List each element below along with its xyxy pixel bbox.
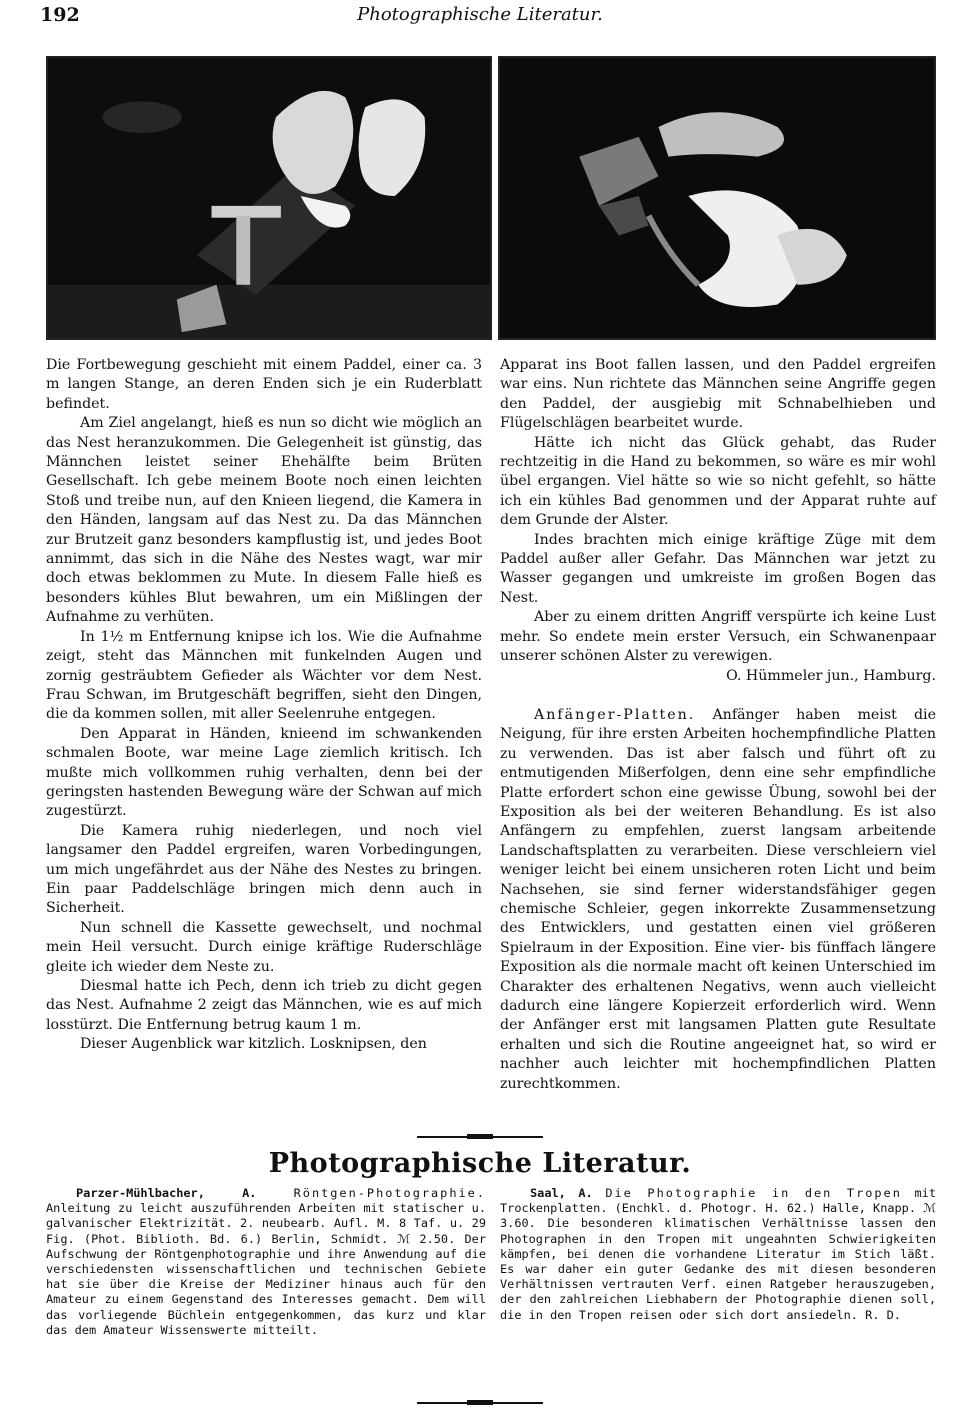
article-paragraph: Dieser Augenblick war kitzlich. Losknipsen, den	[80, 1036, 427, 1053]
note-paragraph	[500, 706, 936, 1094]
literature-right-column	[500, 1186, 936, 1323]
divider-bar	[467, 1134, 493, 1139]
entry-initials: R. D.	[865, 1307, 901, 1322]
entry-author: Saal, A.	[530, 1186, 593, 1200]
article-paragraph: Indes brachten mich einige kräftige Züge mit dem Paddel außer aller Gefahr. Das Männchen war jetzt zu Wasser gegangen und umkreiste im großen Bogen das Nest.	[500, 531, 936, 606]
entry-author: Parzer-Mühlbacher, A.	[76, 1186, 257, 1200]
article-paragraph: Diesmal hatte ich Pech, denn ich trieb zu dicht gegen das Nest. Aufnahme 2 zeigt das Männchen, wie es auf mich losstürzt. Die Entfernung betrug kaum 1 m.	[46, 978, 482, 1033]
article-paragraph: Die Kamera ruhig niederlegen, und noch viel langsamer den Paddel ergreifen, waren Vorbedingungen, um mich ungefährdet aus der Nähe des Nestes zu bringen. Ein paar Paddelschläge bringen mich denn auch in Sicherheit.	[46, 822, 482, 917]
article-paragraph: Die Fortbewegung geschieht mit einem Paddel, einer ca. 3 m langen Stange, an deren Enden sich je ein Ruderblatt befindet.	[46, 357, 482, 412]
article-paragraph: Apparat ins Boot fallen lassen, und den Paddel ergreifen war eins. Nun richtete das Männchen seine Angriffe gegen den Paddel, der ausgiebig mit Schnabelhieben und Flügelschlägen bearbeitet wurde.	[500, 357, 936, 432]
article-paragraph: Hätte ich nicht das Glück gehabt, das Ruder rechtzeitig in die Hand zu bekommen, so wäre es mir wohl übel ergangen. Viel hätte so wie so nicht gefehlt, so hätte ich ein kühles Bad genommen und der Apparat ruhte auf dem Grunde der Alster.	[500, 434, 936, 529]
entry-text: Anleitung zu leicht auszuführenden Arbeiten mit statischer u. galvanischer Elektrizität. 2. neubearb. Aufl. M. 8 Taf. u. 29 Fig. (Phot. Biblioth. Bd. 6.) Berlin, Schmidt. ℳ 2.50. Der Aufschwung der Röntgenphotographie und ihre Anwendung auf die verschiedensten wissenschaftlichen und technischen Gebiete hat sie über die Kreise der Mediziner hinaus auch für den Amateur zu einem Gegenstand des Interesses gemacht. Dem will das vorliegende Büchlein entgegenkommen, das kurz und klar das dem Amateur Wissenswerte mitteilt.	[46, 1201, 486, 1337]
swan-photo-2	[498, 56, 936, 340]
spacer	[500, 686, 936, 706]
note-text: Anfänger haben meist die Neigung, für ihre ersten Arbeiten hochempfindliche Platten zu verwenden. Das ist aber falsch und führt oft zu entmutigenden Mißerfolgen, denn eine sehr empfindliche Platte erfordert schon eine gewisse Übung, sowohl bei der Exposition als bei der weiteren Behandlung. Es ist also Anfängern zu empfehlen, zuerst langsam arbeitende Landschaftsplatten zu verarbeiten. Diese verschleiern viel weniger leicht bei einem unsicheren roten Licht und beim Nachsehen, sie sind ferner widerstandsfähiger gegen chemische Schleier, gegen inkorrekte Zusammensetzung des Entwicklers, und gestatten einen viel größeren Spielraum in der Exposition. Eine vier- bis fünffach längere Exposition als die normale macht oft keinen Unterschied im Charakter des erhaltenen Negativs, wenn auch vielleicht dadurch eine längere Kopierzeit erforderlich wird. Wenn der Anfänger erst mit langsamen Platten gute Resultate erhalten und sich die Routine angeeignet hat, so wird er nachher auch leichter mit hochempfindlichen Platten zurechtkommen.	[500, 706, 936, 1092]
literature-left-column	[46, 1186, 486, 1338]
section-title: Photographische Literatur.	[268, 1148, 692, 1179]
article-paragraph: Am Ziel angelangt, hieß es nun so dicht wie möglich an das Nest heranzukommen. Die Gelegenheit ist günstig, das Männchen leistet seiner Ehehälfte beim Brüten Gesellschaft. Ich gebe meinem Boote noch einen leichten Stoß und treibe nun, auf den Knieen liegend, die Kamera in den Händen, langsam auf das Nest zu. Da das Männchen zur Brutzeit ganz besonders kampflustig ist, und jedes Boot annimmt, das sich in die Nähe des Nestes wagt, war mir doch etwas beklommen zu Mute. In diesem Falle hieß es besonders kühles Blut bewahren, um ein Mißlingen der Aufnahme zu verhüten.	[46, 415, 482, 626]
article-paragraph: Den Apparat in Händen, knieend im schwankenden schmalen Boote, war meine Lage ziemlich kritisch. Ich mußte mich vollkommen ruhig verhalten, denn bei der geringsten hastenden Bewegung wäre der Schwan auf mich zugestürzt.	[46, 725, 482, 820]
entry-text: mit Trockenplatten. (Enchkl. d. Photogr. H. 62.) Halle, Knapp. ℳ 3.60. Die besonderen klimatischen Verhältnisse lassen den Photographen in den Tropen mit ungeahnten Schwierigkeiten kämpfen, bei denen die vorhandene Literatur im Stich läßt. Es war daher ein guter Gedanke des mit diesen besonderen Verhältnissen vertrauten Verf. einen Ratgeber herauszugeben, der den zahlreichen Liebhabern der Photographie dienen soll, die in den Tropen reisen oder sich dort ansiedeln.	[500, 1186, 936, 1322]
entry-title: Röntgen-Photographie.	[293, 1186, 486, 1200]
entry-title: Die Photographie in den Tropen	[605, 1186, 902, 1200]
note-heading: Anfänger-Platten.	[534, 706, 696, 723]
article-left-column	[46, 356, 482, 1055]
author-signature: O. Hümmeler jun., Hamburg.	[726, 667, 936, 684]
divider-line	[417, 1136, 467, 1138]
divider-bar	[467, 1400, 493, 1405]
divider-line	[493, 1136, 543, 1138]
page-number: 192	[40, 4, 80, 26]
divider-line	[493, 1402, 543, 1404]
footer-divider	[0, 1392, 960, 1411]
article-paragraph: In 1½ m Entfernung knipse ich los. Wie die Aufnahme zeigt, steht das Männchen mit funkelnden Augen und zornig gesträubtem Gefieder als Wächter vor dem Nest. Frau Schwan, im Brutgeschäft begriffen, sieht den Dingen, die da kommen sollen, mit aller Seelenruhe entgegen.	[46, 628, 482, 723]
literature-entry	[46, 1186, 486, 1338]
running-head: Photographische Literatur.	[357, 4, 603, 25]
section-divider	[0, 1126, 960, 1145]
article-paragraph: Nun schnell die Kassette gewechselt, und nochmal mein Heil versucht. Durch einige kräftige Ruderschläge gleite ich wieder dem Neste zu.	[46, 919, 482, 975]
literature-entry	[500, 1186, 936, 1323]
swan-photo-1	[46, 56, 492, 340]
article-right-column	[500, 356, 936, 1094]
divider-line	[417, 1402, 467, 1404]
article-paragraph: Aber zu einem dritten Angriff verspürte ich keine Lust mehr. So endete mein erster Versuch, ein Schwanenpaar unserer schönen Alster zu verewigen.	[500, 609, 936, 665]
photo-row	[46, 56, 936, 340]
